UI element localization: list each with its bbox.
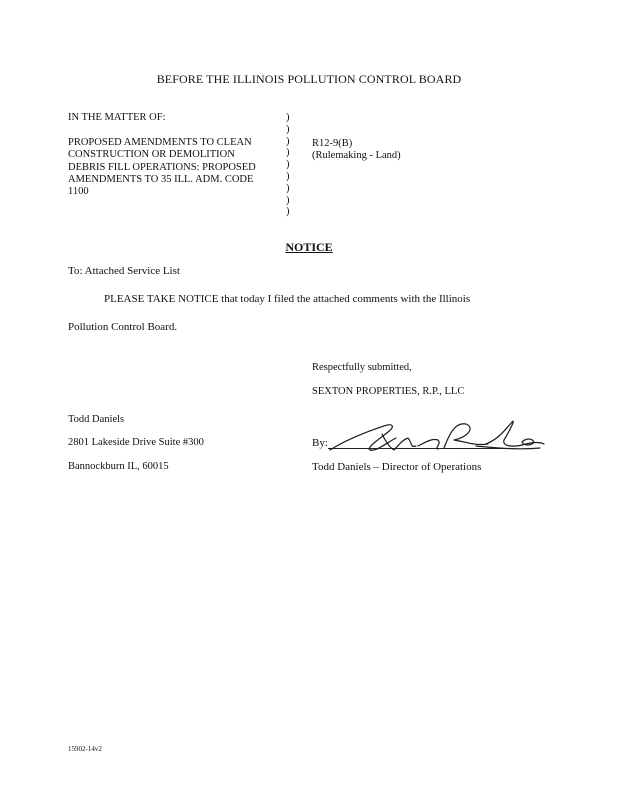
paren: )	[286, 170, 290, 182]
document-title: BEFORE THE ILLINOIS POLLUTION CONTROL BOARD	[156, 72, 462, 86]
docket-type: (Rulemaking - Land)	[312, 150, 401, 162]
paren: )	[286, 123, 290, 135]
docket-info	[312, 138, 401, 163]
handwritten-signature	[326, 412, 546, 458]
caption-line	[68, 124, 256, 136]
paren: )	[286, 112, 290, 123]
by-label: By:	[312, 437, 328, 449]
caption-line: PROPOSED AMENDMENTS TO CLEAN	[68, 136, 252, 148]
paren: )	[286, 182, 290, 194]
docket-number: R12-9(B)	[312, 138, 353, 149]
caption-line: IN THE MATTER OF:	[68, 112, 166, 123]
body-paragraph-line-1: PLEASE TAKE NOTICE that today I filed the attached comments with the Illinois	[104, 293, 471, 305]
signer-name-title: Todd Daniels – Director of Operations	[312, 461, 482, 473]
company-name: SEXTON PROPERTIES, R.P., LLC	[312, 386, 465, 397]
caption-line: AMENDMENTS TO 35 ILL. ADM. CODE	[68, 174, 254, 186]
contact-address-line-2: Bannockburn IL, 60015	[68, 461, 169, 472]
contact-address-line-1: 2801 Lakeside Drive Suite #300	[68, 437, 204, 448]
caption-parentheses	[286, 112, 290, 218]
paren: )	[286, 159, 290, 171]
caption-line: DEBRIS FILL OPERATIONS: PROPOSED	[68, 161, 256, 173]
body-paragraph-line-2: Pollution Control Board.	[68, 321, 178, 333]
caption-line: CONSTRUCTION OR DEMOLITION	[68, 149, 235, 161]
contact-name: Todd Daniels	[68, 414, 125, 425]
closing-respectfully: Respectfully submitted,	[312, 362, 412, 373]
case-caption	[68, 112, 256, 199]
paren: )	[286, 135, 290, 147]
footer-document-code: 15902-14v2	[68, 745, 102, 753]
paren: )	[286, 194, 290, 206]
paren: )	[286, 147, 290, 159]
to-line: To: Attached Service List	[68, 265, 180, 277]
notice-heading: NOTICE	[285, 240, 333, 254]
paren: )	[286, 206, 290, 218]
caption-line: 1100	[68, 186, 89, 198]
